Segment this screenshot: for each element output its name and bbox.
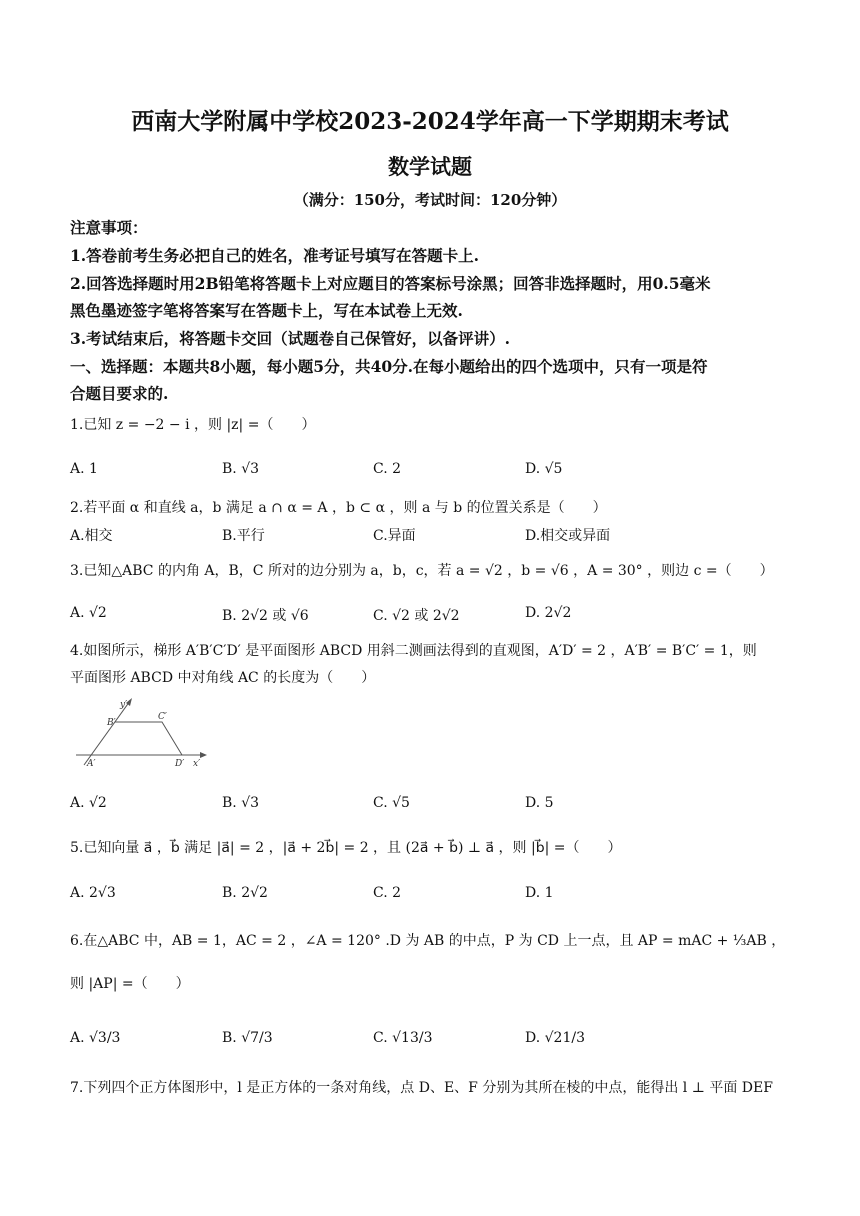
label-c: C′ [158, 712, 167, 722]
question-stem: 7.下列四个正方体图形中，l 是正方体的一条对角线，点 D、E、F 分别为其所在棱的中点，能得出 l ⊥ 平面 DEF [70, 1080, 773, 1096]
option-d: D. 5 [525, 795, 554, 811]
trapezoid-figure [74, 695, 210, 770]
page-title: 西南大学附属中学校2023-2024学年高一下学期期末考试 [131, 108, 729, 135]
option-b: B. √7/3 [222, 1030, 273, 1046]
x-axis-arrow [200, 752, 207, 758]
option-d: D. 1 [525, 885, 554, 901]
option-a: A. 2√3 [70, 885, 116, 901]
option-a: A. √2 [70, 605, 107, 621]
label-y: y′ [120, 700, 128, 710]
note-item: 黑色墨迹签字笔将答案写在答题卡上，写在本试卷上无效. [70, 301, 463, 320]
option-a: A. √2 [70, 795, 107, 811]
option-b: B.平行 [222, 528, 265, 544]
option-a: A.相交 [70, 528, 113, 544]
label-a: A′ [87, 759, 96, 769]
option-b: B. 2√2 或 √6 [222, 608, 309, 624]
option-d: D.相交或异面 [525, 528, 611, 544]
label-b: B′ [107, 718, 116, 728]
notes-heading: 注意事项： [70, 218, 148, 237]
option-b: B. √3 [222, 461, 260, 477]
question-stem: 3.已知△ABC 的内角 A，B，C 所对的边分别为 a，b，c，若 a = √2 ，b = √6 ，A = 30° ，则边 c =（ ） [70, 563, 774, 579]
note-item: 2.回答选择题时用2B铅笔将答题卡上对应题目的答案标号涂黑；回答非选择题时，用0.5毫米 [70, 274, 711, 293]
option-a: A. 1 [70, 461, 98, 477]
note-item: 3.考试结束后，将答题卡交回（试题卷自己保管好，以备评讲）. [70, 329, 511, 348]
option-c: C. 2 [373, 885, 402, 901]
option-b: B. 2√2 [222, 885, 268, 901]
option-c: C. √2 或 2√2 [373, 608, 460, 624]
question-stem: 4.如图所示，梯形 A′B′C′D′ 是平面图形 ABCD 用斜二测画法得到的直观图，A′D′ = 2 ，A′B′ = B′C′ = 1，则 [70, 643, 757, 659]
note-item: 1.答卷前考生务必把自己的姓名，准考证号填写在答题卡上. [70, 246, 480, 265]
option-c: C.异面 [373, 528, 416, 544]
question-stem-continued: 平面图形 ABCD 中对角线 AC 的长度为（ ） [70, 670, 376, 686]
question-stem: 1.已知 z = −2 − i ，则 |z| =（ ） [70, 417, 316, 433]
question-stem-continued: 则 |AP| =（ ） [70, 976, 190, 992]
option-d: D. √5 [525, 461, 563, 477]
question-stem: 2.若平面 α 和直线 a，b 满足 a ∩ α = A ，b ⊂ α ，则 a 与 b 的位置关系是（ ） [70, 500, 607, 516]
section-heading: 合题目要求的. [70, 384, 169, 403]
exam-meta: （满分：150分，考试时间：120分钟） [293, 191, 567, 209]
option-d: D. √21/3 [525, 1030, 585, 1046]
option-c: C. √5 [373, 795, 410, 811]
option-a: A. √3/3 [70, 1030, 121, 1046]
question-stem: 6.在△ABC 中，AB = 1，AC = 2 ，∠A = 120° .D 为 AB 的中点，P 为 CD 上一点，且 AP = mAC + ⅓AB ， [70, 933, 786, 949]
label-x: x′ [193, 759, 201, 769]
option-b: B. √3 [222, 795, 260, 811]
page-subtitle: 数学试题 [388, 154, 472, 179]
section-heading: 一、选择题：本题共8小题，每小题5分，共40分.在每小题给出的四个选项中，只有一项是符 [70, 357, 708, 376]
label-d: D′ [175, 759, 185, 769]
option-d: D. 2√2 [525, 605, 572, 621]
question-stem: 5.已知向量 a⃗ ，b⃗ 满足 |a⃗| = 2 ，|a⃗ + 2b⃗| = 2 ，且 (2a⃗ + b⃗) ⊥ a⃗ ，则 |b⃗| =（ ） [70, 840, 622, 856]
option-c: C. 2 [373, 461, 402, 477]
option-c: C. √13/3 [373, 1030, 433, 1046]
trapezoid-edge [115, 722, 182, 755]
